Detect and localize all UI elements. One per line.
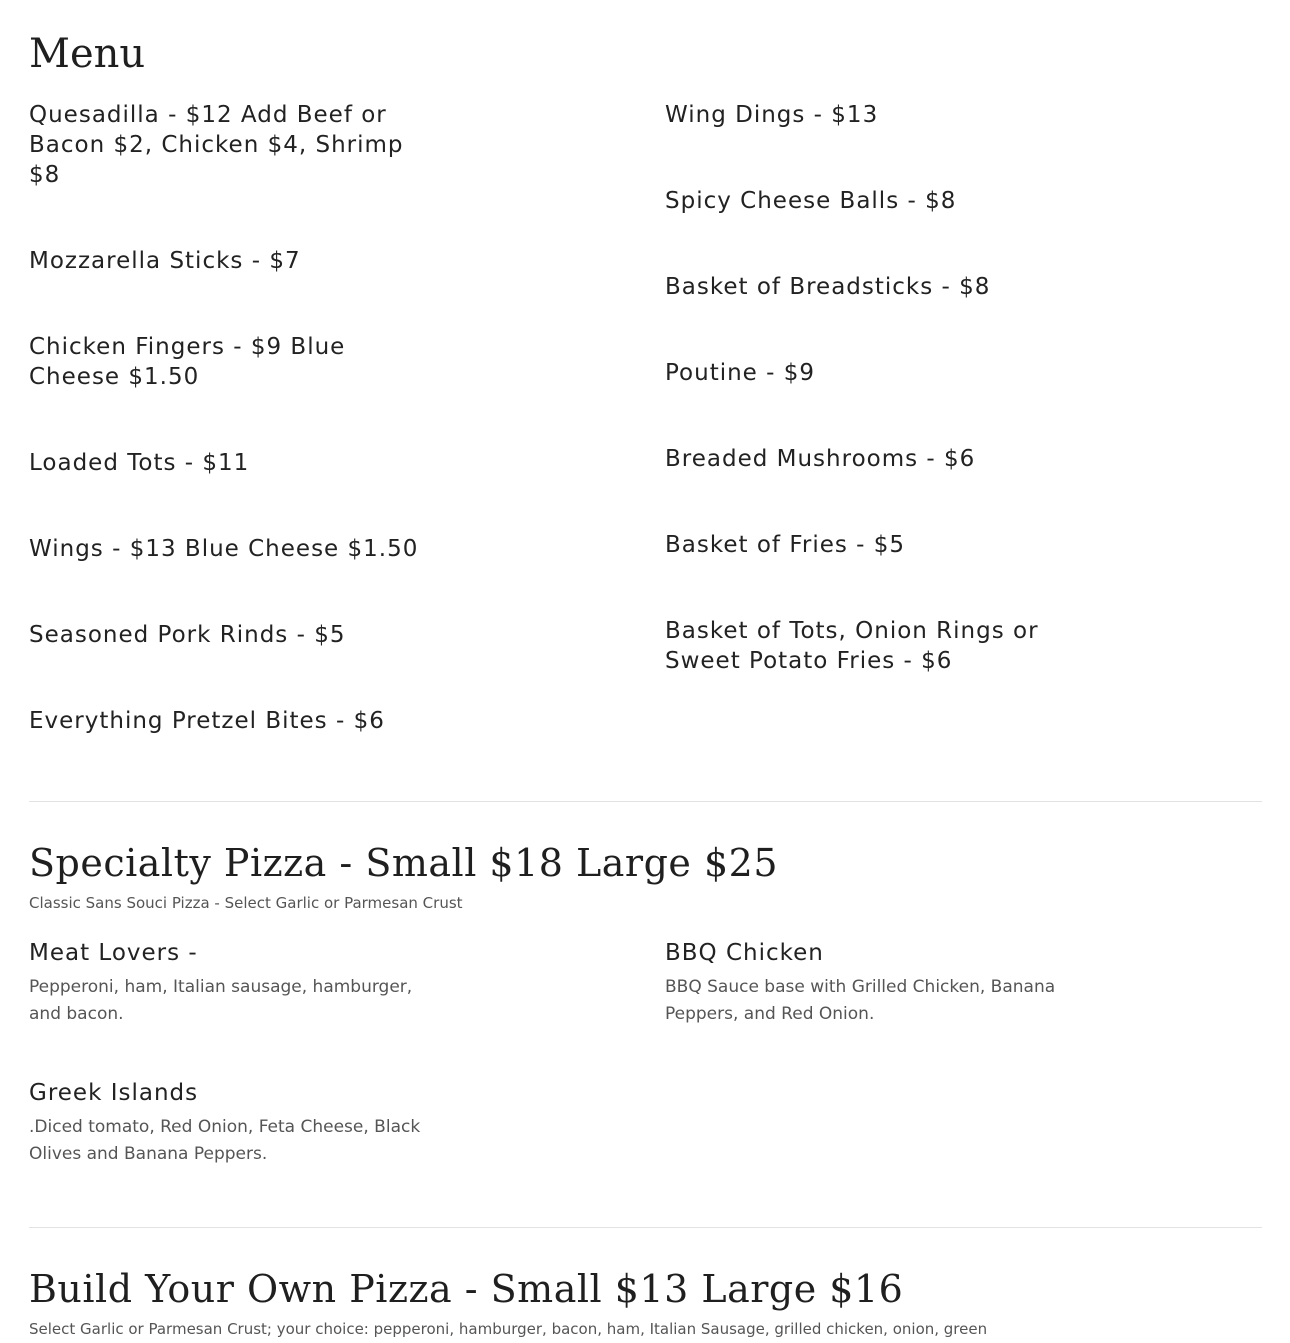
menu-item: Mozzarella Sticks - $7 (29, 248, 301, 274)
section-divider (29, 1227, 1262, 1228)
pizza-name: BBQ Chicken (665, 940, 824, 966)
menu-item: Wings - $13 Blue Cheese $1.50 (29, 536, 419, 562)
build-your-own-subtitle: Select Garlic or Parmesan Crust; your choice: pepperoni, hamburger, bacon, ham, Italian Sausage, grilled chicken, onion, green (29, 1320, 988, 1338)
pizza-item-greek-islands (29, 1078, 449, 1168)
pizza-description: BBQ Sauce base with Grilled Chicken, Banana Peppers, and Red Onion. (665, 977, 1056, 1024)
menu-item: Basket of Tots, Onion Rings or Sweet Potato Fries - $6 (665, 618, 1039, 674)
specialty-pizza-subtitle: Classic Sans Souci Pizza - Select Garlic or Parmesan Crust (29, 894, 463, 912)
specialty-pizza-title: Specialty Pizza - Small $18 Large $25 (29, 841, 779, 885)
section-divider (29, 801, 1262, 802)
menu-item: Quesadilla - $12 Add Beef or Bacon $2, Chicken $4, Shrimp $8 (29, 102, 404, 188)
pizza-description: Pepperoni, ham, Italian sausage, hamburger, and bacon. (29, 977, 413, 1024)
menu-item: Basket of Fries - $5 (665, 532, 906, 558)
menu-title: Menu (29, 31, 146, 77)
pizza-name: Meat Lovers - (29, 940, 198, 966)
build-your-own-title: Build Your Own Pizza - Small $13 Large $16 (29, 1267, 904, 1311)
pizza-item-meat-lovers (29, 938, 449, 1028)
menu-item: Spicy Cheese Balls - $8 (665, 188, 957, 214)
pizza-item-bbq-chicken (665, 938, 1085, 1028)
menu-item: Breaded Mushrooms - $6 (665, 446, 976, 472)
menu-item: Wing Dings - $13 (665, 102, 879, 128)
menu-item: Seasoned Pork Rinds - $5 (29, 622, 346, 648)
menu-item: Everything Pretzel Bites - $6 (29, 708, 385, 734)
menu-item: Loaded Tots - $11 (29, 450, 250, 476)
menu-item: Poutine - $9 (665, 360, 816, 386)
pizza-name: Greek Islands (29, 1080, 199, 1106)
menu-item: Chicken Fingers - $9 Blue Cheese $1.50 (29, 334, 346, 390)
menu-item: Basket of Breadsticks - $8 (665, 274, 991, 300)
pizza-description: .Diced tomato, Red Onion, Feta Cheese, Black Olives and Banana Peppers. (29, 1117, 421, 1164)
